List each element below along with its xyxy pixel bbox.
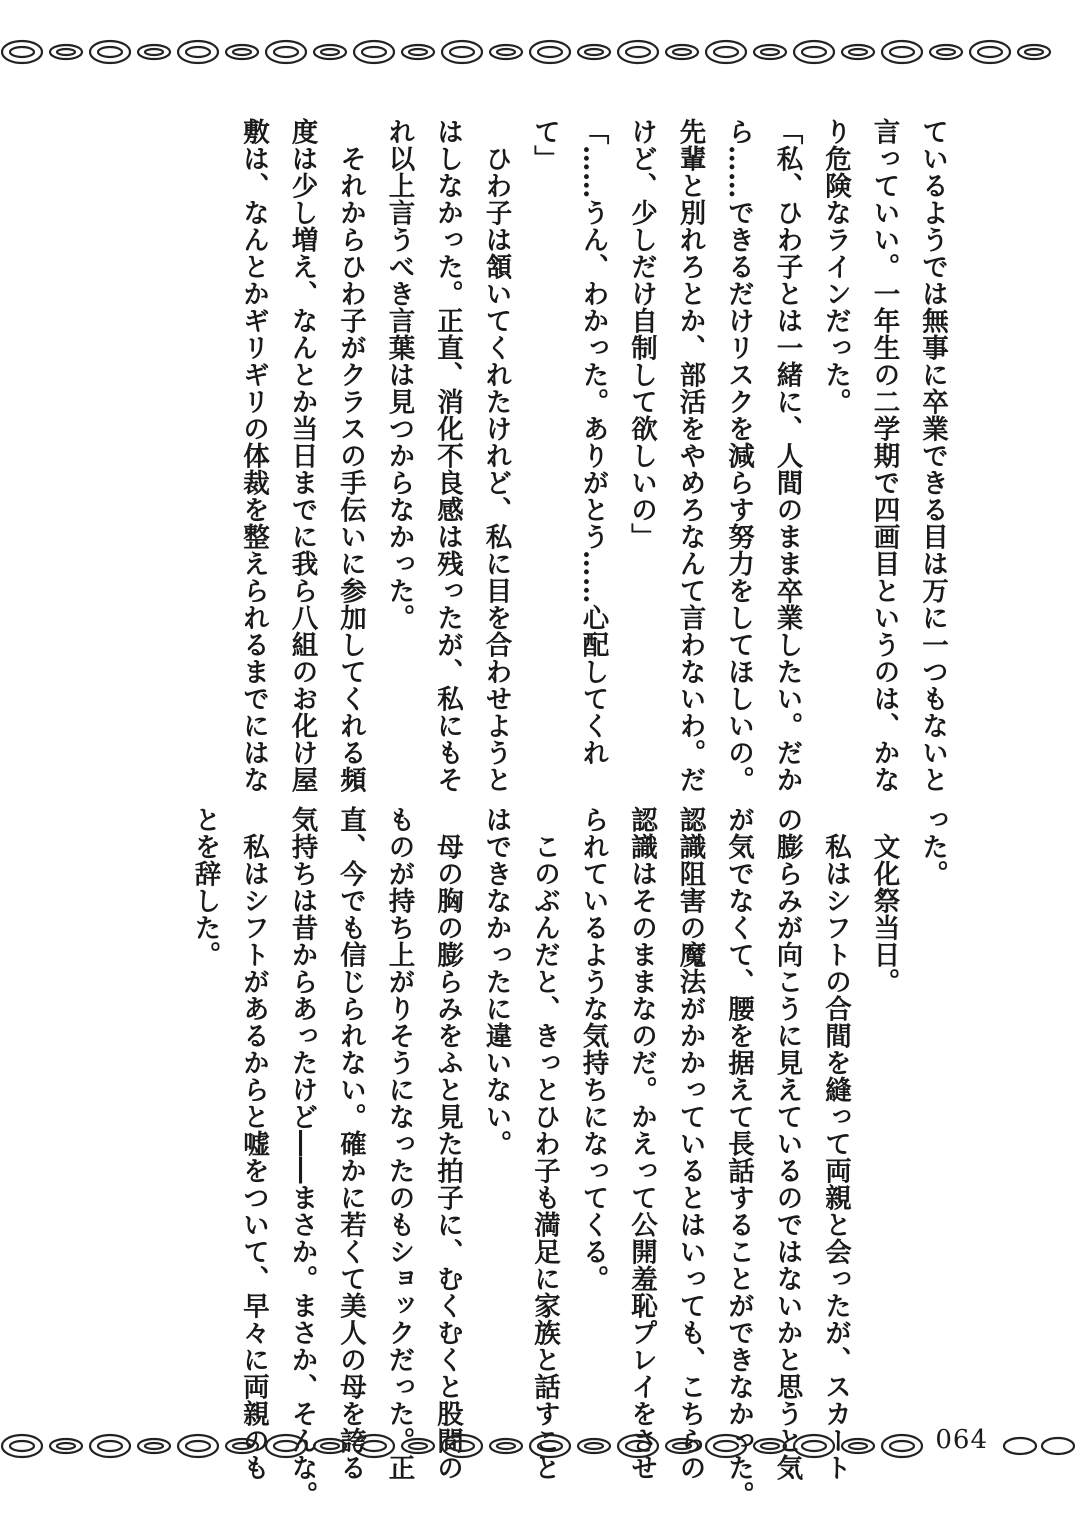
chain-link-inner bbox=[274, 1441, 298, 1451]
chain-link bbox=[882, 41, 922, 63]
chain-link bbox=[266, 1435, 306, 1457]
text-line: 「私、ひわ子とは一緒に、人間のまま卒業したい。だか bbox=[771, 118, 803, 793]
chain-link bbox=[314, 1439, 346, 1453]
text-line: このぶんだと、きっとひわ子も満足に家族と話すこと bbox=[529, 806, 560, 1481]
chain-link bbox=[314, 45, 346, 59]
chain-link-inner bbox=[802, 1441, 826, 1451]
chain-link-inner bbox=[761, 49, 779, 55]
chain-link-inner bbox=[145, 49, 163, 55]
chain-link bbox=[2, 1435, 42, 1457]
text-line: ものが持ち上がりそうになったのもショックだった。正 bbox=[383, 806, 415, 1481]
chain-link bbox=[2, 41, 42, 63]
chain-link-inner bbox=[57, 1443, 75, 1449]
chain-link bbox=[402, 1439, 434, 1453]
chain-link-inner bbox=[233, 49, 251, 55]
text-line: 先輩と別れろとか、部活をやめろなんて言わないわ。だ bbox=[674, 118, 706, 793]
text-line: の膨らみが向こうに見えているのではないかと思うと気 bbox=[771, 806, 803, 1481]
text-line: られているような気持ちになってくる。 bbox=[577, 806, 609, 1292]
chain-link bbox=[138, 1439, 170, 1453]
chain-link-inner bbox=[497, 1443, 515, 1449]
text-line: り危険なラインだった。 bbox=[820, 118, 851, 415]
chain-link-inner bbox=[362, 1441, 386, 1451]
chain-link-inner bbox=[714, 1441, 738, 1451]
text-line: けど、少しだけ自制して欲しいの」 bbox=[626, 118, 657, 550]
text-line: て」 bbox=[529, 118, 560, 172]
chain-link bbox=[970, 41, 1010, 63]
chain-link-inner bbox=[585, 1443, 603, 1449]
text-line: ひわ子は頷いてくれたけれど、私に目を合わせようと bbox=[480, 118, 512, 793]
chain-link bbox=[618, 41, 658, 63]
top-chain-border bbox=[0, 30, 1080, 74]
chain-link bbox=[442, 41, 482, 63]
text-line: 「……うん、わかった。ありがとう……心配してくれ bbox=[577, 118, 609, 766]
chain-link-inner bbox=[673, 49, 691, 55]
chain-link-inner bbox=[673, 1443, 691, 1449]
chain-link bbox=[754, 1439, 786, 1453]
chain-link-inner bbox=[978, 47, 1002, 57]
text-line: ているようでは無事に卒業できる目は万に一つもないと bbox=[917, 118, 948, 793]
chain-link bbox=[666, 45, 698, 59]
text-line: 母の胸の膨らみをふと見た拍子に、むくむくと股間の bbox=[432, 806, 463, 1481]
upper-text-block bbox=[229, 118, 957, 793]
chain-link-inner bbox=[321, 49, 339, 55]
chain-link-inner bbox=[497, 49, 515, 55]
chain-link bbox=[354, 1435, 394, 1457]
chain-link bbox=[490, 45, 522, 59]
chain-link bbox=[90, 1435, 130, 1457]
chain-link-inner bbox=[362, 47, 386, 57]
chain-link bbox=[930, 45, 962, 59]
chain-link-inner bbox=[274, 47, 298, 57]
chain-link-inner bbox=[233, 1443, 251, 1449]
chain-link-inner bbox=[626, 47, 650, 57]
lower-text-block bbox=[180, 806, 956, 1508]
chain-link-inner bbox=[145, 1443, 163, 1449]
text-line: 直、今でも信じられない。確かに若くて美人の母を誇る bbox=[335, 806, 366, 1481]
chain-link bbox=[1042, 1438, 1074, 1454]
chain-link bbox=[50, 45, 82, 59]
chain-link-inner bbox=[10, 47, 34, 57]
text-line: れ以上言うべき言葉は見つからなかった。 bbox=[383, 118, 415, 631]
chain-link bbox=[706, 1435, 746, 1457]
text-line: はしなかった。正直、消化不良感は残ったが、私にもそ bbox=[432, 118, 463, 793]
chain-link-inner bbox=[98, 1441, 122, 1451]
chain-link bbox=[618, 1435, 658, 1457]
chain-link-inner bbox=[57, 49, 75, 55]
chain-link-inner bbox=[890, 1441, 914, 1451]
chain-link-inner bbox=[409, 1443, 427, 1449]
chain-link bbox=[50, 1439, 82, 1453]
chain-link bbox=[794, 41, 834, 63]
chain-link bbox=[578, 45, 610, 59]
text-line: とを辞した。 bbox=[189, 806, 221, 968]
text-line: が気でなくて、腰を据えて長話することができなかった。 bbox=[723, 806, 754, 1508]
chain-link bbox=[794, 1435, 834, 1457]
text-line: 気持ちは昔からあったけど――まさか。まさか、そんな。 bbox=[286, 806, 318, 1508]
text-line: 私はシフトがあるからと嘘をついて、早々に両親のも bbox=[238, 806, 269, 1481]
text-line: 度は少し増え、なんとか当日までに我ら八組のお化け屋 bbox=[286, 118, 318, 793]
text-line: それからひわ子がクラスの手伝いに参加してくれる頻 bbox=[335, 118, 366, 793]
chain-link bbox=[178, 41, 218, 63]
chain-link bbox=[490, 1439, 522, 1453]
chain-link-inner bbox=[450, 1441, 474, 1451]
text-line: 認識はそのままなのだ。かえって公開羞恥プレイをさせ bbox=[626, 806, 657, 1481]
chain-link bbox=[178, 1435, 218, 1457]
chain-link bbox=[402, 45, 434, 59]
text-line: 文化祭当日。 bbox=[868, 806, 900, 995]
chain-link-inner bbox=[714, 47, 738, 57]
chain-link bbox=[1004, 1438, 1036, 1454]
text-line: 言っていい。一年生の二学期で四画目というのは、かな bbox=[868, 118, 900, 793]
chain-link-inner bbox=[409, 49, 427, 55]
chain-link-inner bbox=[802, 47, 826, 57]
chain-link-inner bbox=[98, 47, 122, 57]
chain-link bbox=[530, 41, 570, 63]
chain-link-inner bbox=[1025, 49, 1043, 55]
chain-link-inner bbox=[186, 47, 210, 57]
text-line: はできなかったに違いない。 bbox=[480, 806, 512, 1157]
chain-link-inner bbox=[538, 1441, 562, 1451]
chain-link bbox=[578, 1439, 610, 1453]
chain-link bbox=[706, 41, 746, 63]
chain-link bbox=[1018, 45, 1050, 59]
text-line: 敷は、なんとかギリギリの体裁を整えられるまでにはな bbox=[238, 118, 269, 793]
chain-link-inner bbox=[849, 1443, 867, 1449]
chain-link-inner bbox=[937, 49, 955, 55]
chain-link-inner bbox=[890, 47, 914, 57]
chain-link-inner bbox=[450, 47, 474, 57]
chain-link-inner bbox=[626, 1441, 650, 1451]
chain-link bbox=[354, 41, 394, 63]
chain-link-inner bbox=[538, 47, 562, 57]
chain-link bbox=[842, 45, 874, 59]
chain-link bbox=[226, 45, 258, 59]
chain-link bbox=[90, 41, 130, 63]
text-line: 私はシフトの合間を縫って両親と会ったが、スカート bbox=[820, 806, 851, 1481]
chain-link bbox=[882, 1435, 922, 1457]
chain-link-inner bbox=[186, 1441, 210, 1451]
chain-link bbox=[754, 45, 786, 59]
chain-link-inner bbox=[321, 1443, 339, 1449]
chain-link-inner bbox=[10, 1441, 34, 1451]
chain-link-inner bbox=[761, 1443, 779, 1449]
chain-link-inner bbox=[585, 49, 603, 55]
text-line: ら……できるだけリスクを減らす努力をしてほしいの。 bbox=[723, 118, 754, 793]
text-line: 認識阻害の魔法がかかっているとはいっても、こちらの bbox=[674, 806, 706, 1481]
chain-link-inner bbox=[849, 49, 867, 55]
chain-link bbox=[226, 1439, 258, 1453]
chain-link bbox=[266, 41, 306, 63]
bottom-chain-border bbox=[0, 1424, 1080, 1468]
chain-link bbox=[138, 45, 170, 59]
text-line: った。 bbox=[917, 806, 948, 887]
chain-link bbox=[530, 1435, 570, 1457]
page-number: 064 bbox=[935, 1425, 988, 1455]
chain-link bbox=[442, 1435, 482, 1457]
chain-link bbox=[666, 1439, 698, 1453]
chain-link bbox=[842, 1439, 874, 1453]
